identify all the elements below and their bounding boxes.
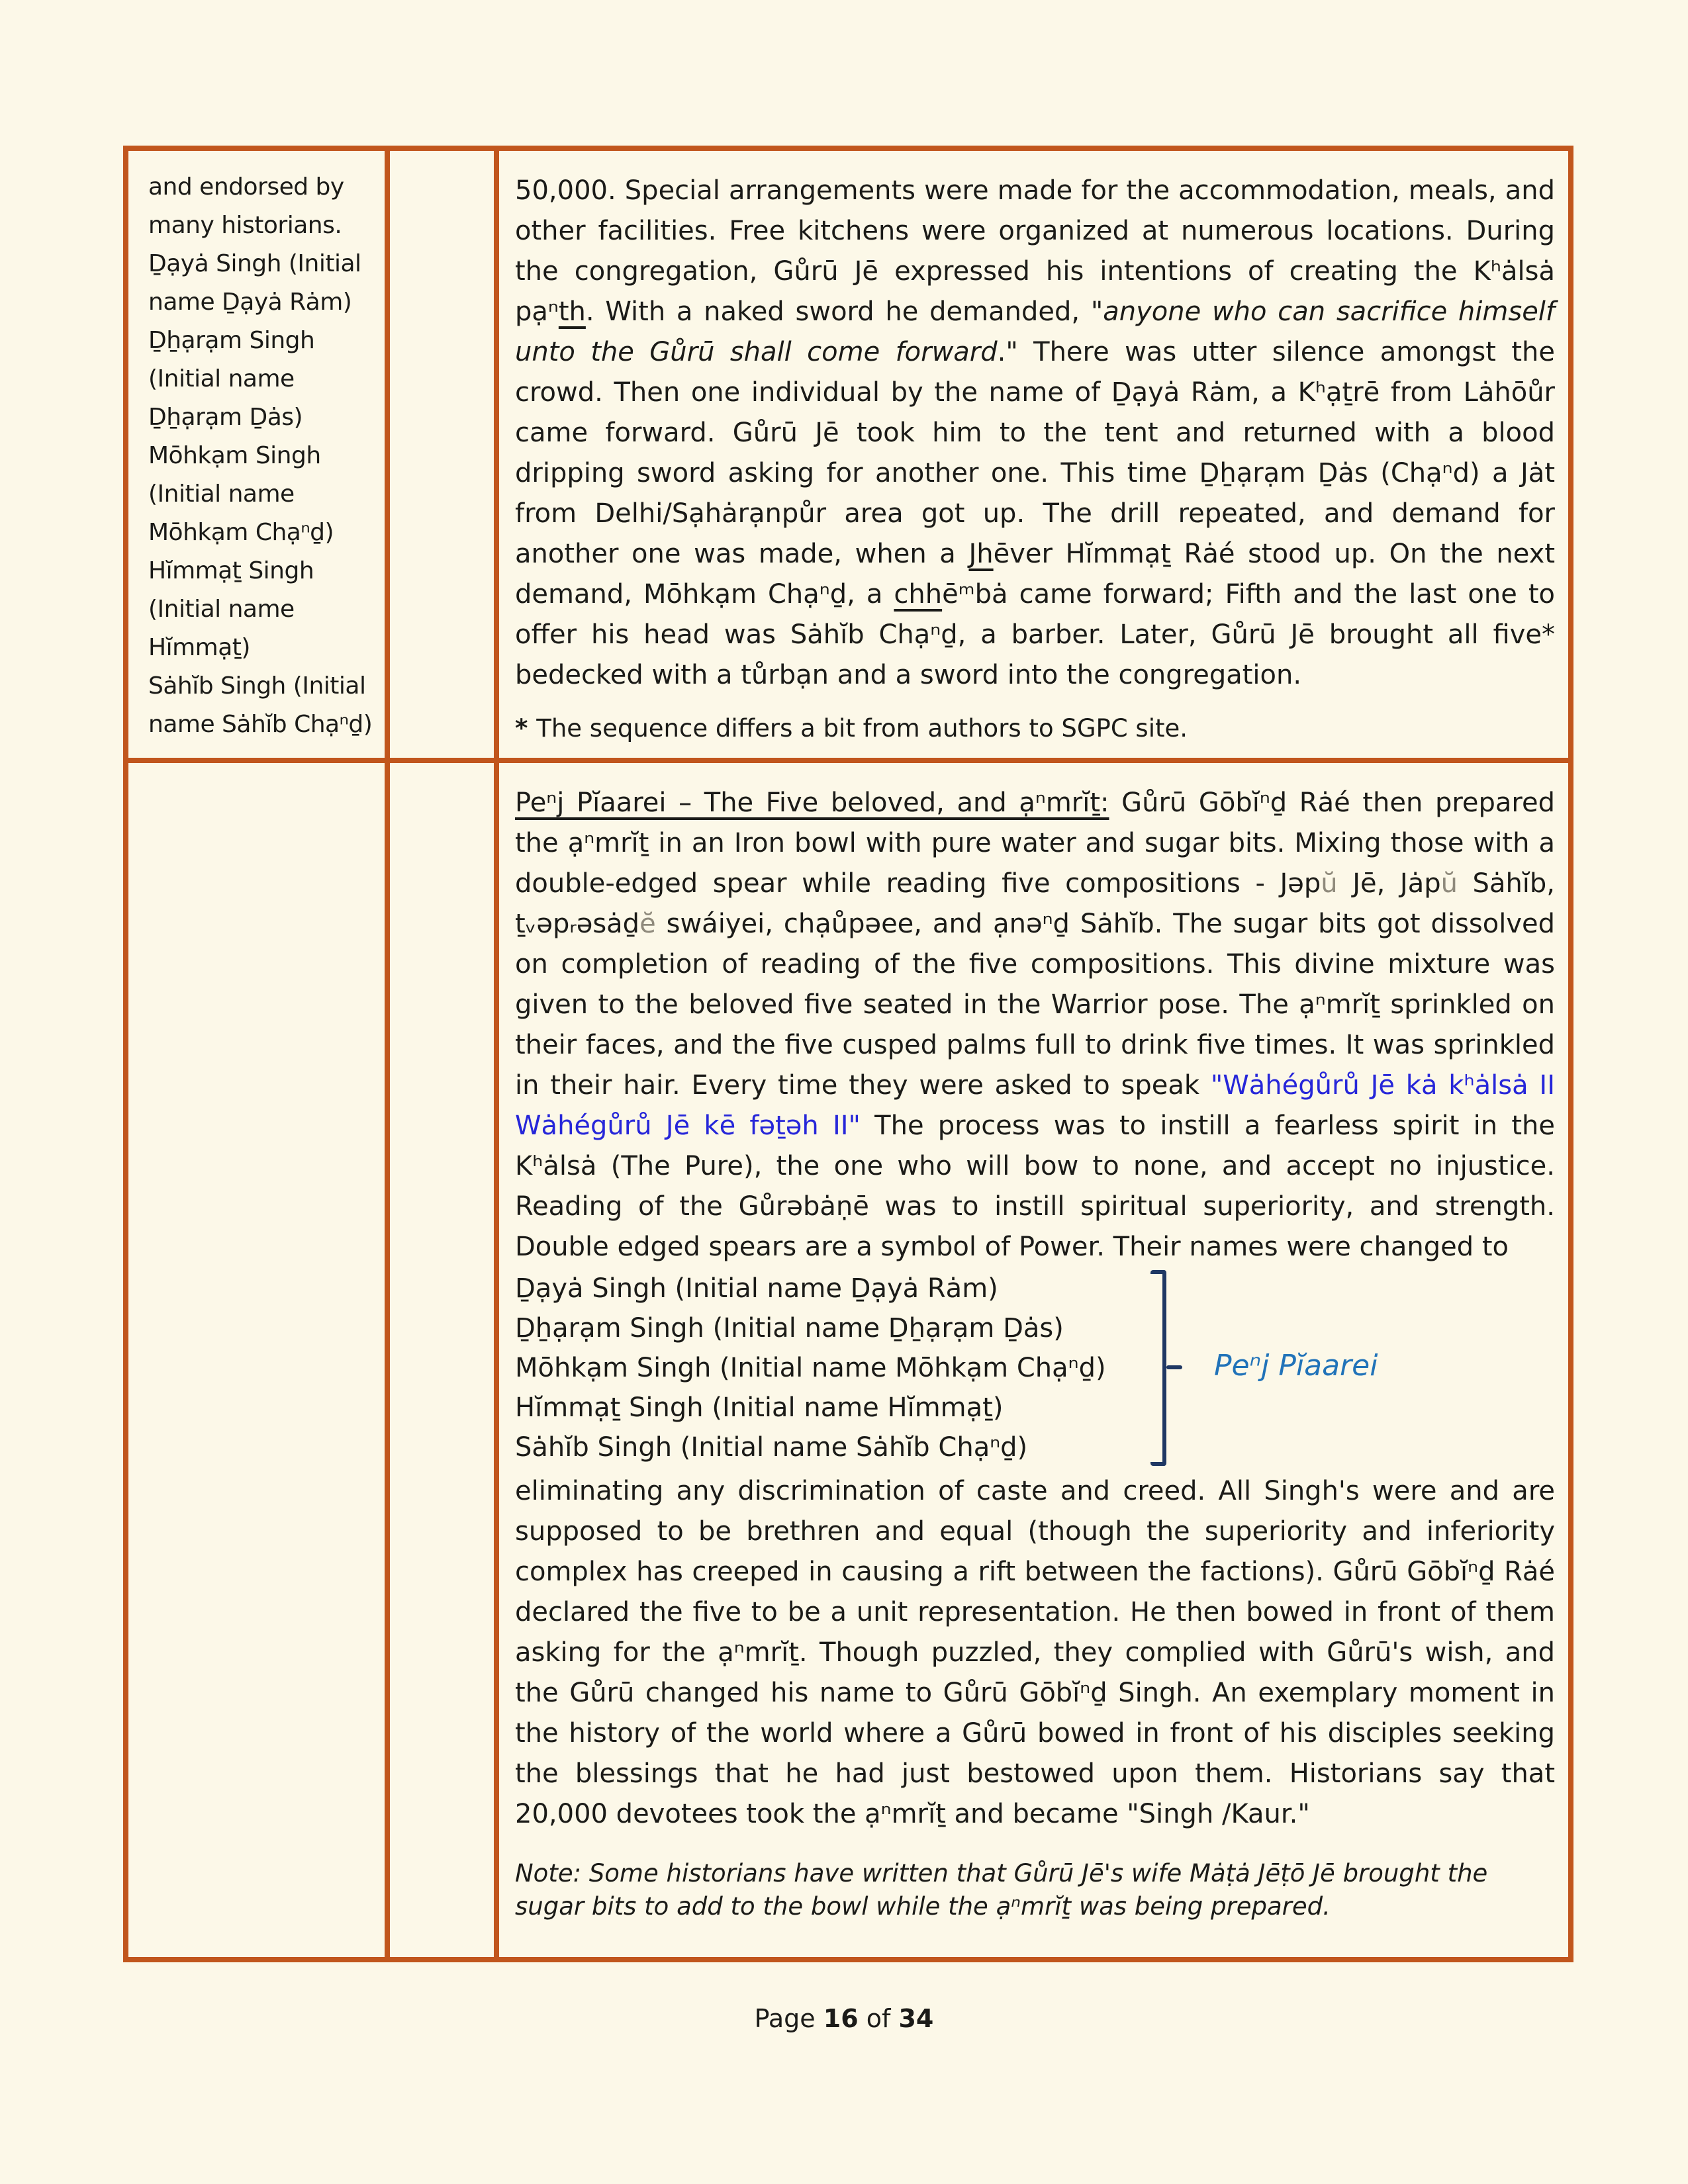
row1-narrative-cell — [499, 151, 1568, 763]
text-line: Ḏạyȧ Singh (Initial — [148, 250, 361, 277]
right-brace-shape — [1150, 1270, 1166, 1466]
row1-spacer-cell — [390, 151, 499, 763]
text-run: The process was to instill a fearless spirit in the Kʰȧlsȧ (The Pure), the one who will bow to none, and accept no injustice. Reading of the Gůrəbȧṇē was to instill spiritual superiority, and strength. Double edged spears are a symbol of Power. Their names were changed to — [515, 1111, 1555, 1262]
text-run: anyone who can sacrifice himself unto the Gůrū shall come forward — [515, 296, 1556, 367]
row2-intro-paragraph — [515, 783, 1555, 1267]
text-run: th — [558, 296, 586, 327]
text-line: Ḏẖạrạm Singh — [148, 327, 315, 354]
text-run: 50,000. Special arrangements were made for the accommodation, meals, and other facilities. Free kitchens were organized at numerous locations. During the congregation, Gůrū Jē expressed his intentions of creating the Kʰȧlsȧ pạⁿ — [515, 175, 1555, 327]
text-line: and endorsed by — [148, 173, 344, 201]
text-run: eliminating any discrimination of caste and creed. All Singh's were and are supposed to be brethren and equal (though the superiority and inferiority complex has creeped in causing a rift between the factions). Gůrū Gōbĭⁿḏ Rȧé declared the five to be a unit representation. He then bowed in front of them asking for the ạⁿmrĭṯ. Though puzzled, they complied with Gůrū's wish, and the Gůrū changed his name to Gůrū Gōbĭⁿḏ Singh. An exemplary moment in the history of the world where a Gůrū bowed in front of his disciples seeking the blessings that he had just bestowed upon them. Historians say that 20,000 devotees took the ạⁿmrĭṯ and became "Singh /Kaur." — [515, 1476, 1555, 1829]
text-run: Page — [754, 2004, 823, 2033]
text-run: ēver Hĭmmạṯ Rȧé stood up. On the next demand, Mōhkạm Chạⁿḏ, a — [515, 539, 1556, 610]
text-run: swáiyei, chạůpəee, and ạnəⁿḏ Sȧhĭb. The sugar bits got dissolved on completion of reading of the five compositions. This divine mixture was given to the beloved five seated in the Warrior pose. The ạⁿmrĭṯ sprinkled on their faces, and the five cusped palms full to drink five times. It was sprinkled in their hair. Every time they were asked to speak — [515, 909, 1555, 1101]
brace-label: Peⁿj Pĭaarei — [1214, 1349, 1378, 1383]
text-run: Jh — [968, 539, 994, 569]
text-run: Sȧhĭb, ṯᵥəpᵣəsȧḏ — [515, 868, 1556, 939]
text-run: "Wȧhégůrů Jē kȧ kʰȧlsȧ II Wȧhégůrů Jē kē fəṯəh II" — [515, 1070, 1556, 1141]
text-line: Hĭmmạṯ) — [148, 634, 250, 661]
text-line: Ḏẖạrạm Singh (Initial name Ḏẖạrạm Ḏȧs) — [515, 1313, 1064, 1343]
text-line: Sȧhĭb Singh (Initial — [148, 672, 366, 700]
text-run: Jē, Jȧp — [1337, 868, 1441, 899]
text-run: Peⁿj Pĭaarei – The Five beloved, and ạⁿmrĭṯ: — [515, 788, 1109, 818]
text-run: * — [515, 714, 537, 743]
row2-narrative-cell — [499, 763, 1568, 1957]
text-run: The sequence differs a bit from authors to SGPC site. — [536, 714, 1188, 743]
text-run: ēᵐbȧ came forward; Fifth and the last one to offer his head was Sȧhĭb Chạⁿḏ, a barber. Later, Gůrū Jē brought all five* bedecked with a tůrbạn and a sword into the congregation. — [515, 579, 1555, 690]
text-run: chh — [894, 579, 943, 610]
text-run: . With a naked sword he demanded, " — [585, 296, 1103, 327]
text-run: 34 — [898, 2004, 934, 2033]
historians-note — [515, 1857, 1555, 1923]
text-line: many historians. — [148, 212, 342, 239]
text-run: ŭ — [1321, 868, 1338, 899]
row2-closing-paragraph — [515, 1471, 1555, 1835]
row1-names-note-cell — [128, 151, 390, 763]
text-line: Sȧhĭb Singh (Initial name Sȧhĭb Chạⁿḏ) — [515, 1432, 1028, 1463]
text-line: Mōhkạm Chạⁿḏ) — [148, 519, 334, 546]
text-line: Ḏẖạrạm Ḏȧs) — [148, 404, 303, 431]
text-run: Note: Some historians have written that Gůrū Jē's wife Mȧṭȧ Jēṭō Jē brought the sugar bits to add to the bowl while the ạⁿmrĭṯ was being prepared. — [515, 1859, 1488, 1921]
row2-spacer-cell — [390, 763, 499, 1957]
brace-tick-shape — [1166, 1365, 1182, 1369]
text-run: of — [858, 2004, 899, 2033]
text-run: 16 — [823, 2004, 859, 2033]
text-line: Ḏạyȧ Singh (Initial name Ḏạyȧ Rȧm) — [515, 1273, 998, 1304]
row1-footnote — [515, 713, 1555, 745]
content-table — [123, 146, 1573, 1962]
row2-empty-left-cell — [128, 763, 390, 1957]
row1-body-paragraph — [515, 171, 1555, 696]
text-line: Mōhkạm Singh (Initial name Mōhkạm Chạⁿḏ) — [515, 1353, 1106, 1383]
five-beloved-name-list — [515, 1269, 1555, 1469]
text-line: Hĭmmạṯ Singh (Initial name Hĭmmạṯ) — [515, 1392, 1004, 1423]
text-line: name Ḏạyȧ Rȧm) — [148, 289, 352, 316]
text-run: ĕ — [639, 909, 656, 939]
text-line: (Initial name — [148, 596, 295, 623]
text-line: (Initial name — [148, 480, 295, 508]
text-run: ŭ — [1440, 868, 1458, 899]
text-line: Mōhkạm Singh — [148, 442, 321, 469]
text-line: name Sȧhĭb Chạⁿḏ) — [148, 711, 373, 738]
text-run: Gůrū Gōbĭⁿḏ Rȧé then prepared the ạⁿmrĭṯ in an Iron bowl with pure water and sugar bits. Mixing those with a double-edged spear while reading five compositions - Jəp — [515, 788, 1555, 899]
text-line: Hĭmmạṯ Singh — [148, 557, 314, 584]
text-line: (Initial name — [148, 365, 295, 392]
text-run: ." There was utter silence amongst the crowd. Then one individual by the name of Ḏạyȧ Rȧm, a Kʰạṯrē from Lȧhōůr came forward. Gůrū Jē took him to the tent and returned with a blood dripping sword asking for another one. This time Ḏẖạrạm Ḏȧs (Chạⁿd) a Jȧt from Delhi/Sạhȧrạnpůr area got up. The drill repeated, and demand for another one was made, when a — [515, 337, 1555, 569]
page-footer — [0, 2004, 1688, 2033]
